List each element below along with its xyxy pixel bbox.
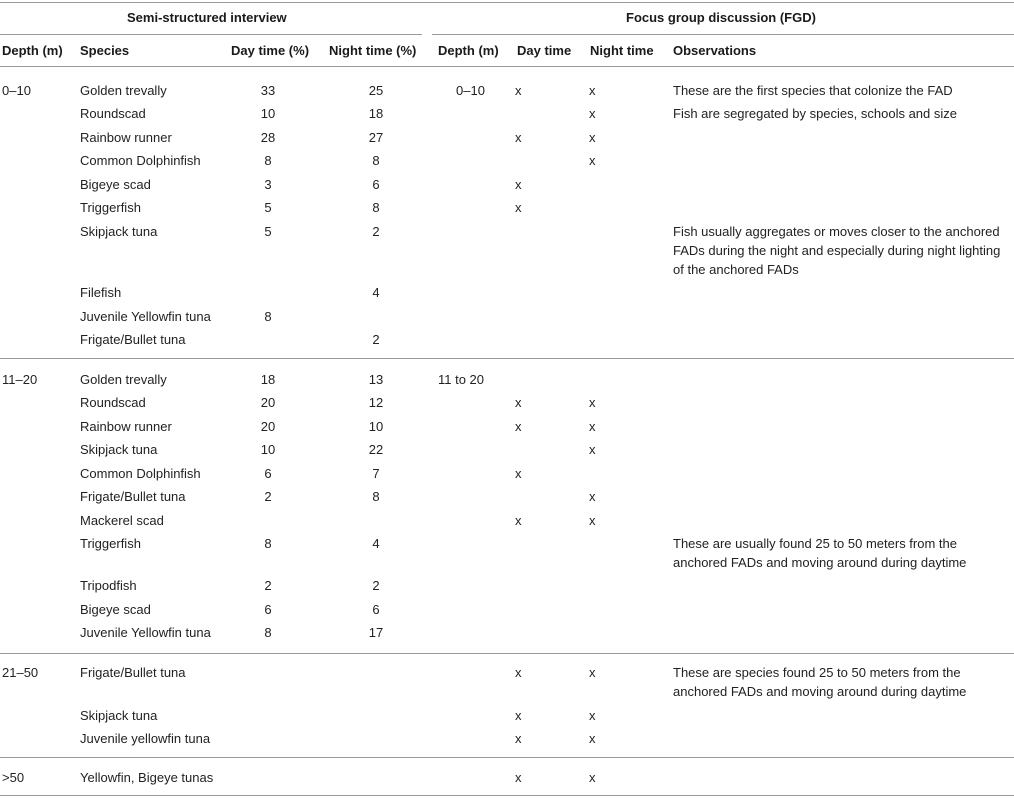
species-cell: Skipjack tuna: [80, 224, 158, 239]
rule-section-3: [0, 757, 1014, 758]
observation-cell: These are the first species that colonize the FAD: [673, 83, 953, 98]
species-cell: Skipjack tuna: [80, 708, 158, 723]
fgd-depth-cell: 0–10: [456, 83, 485, 98]
day-pct-cell: 33: [260, 83, 276, 98]
col-header-day-pct: Day time (%): [231, 43, 310, 58]
day-pct-cell: 3: [264, 177, 272, 192]
night-pct-cell: 27: [368, 130, 384, 145]
depth-cell: 11–20: [2, 372, 38, 387]
species-cell: Frigate/Bullet tuna: [80, 332, 186, 347]
rule-top: [0, 2, 1014, 3]
depth-cell: 21–50: [2, 665, 39, 680]
day-pct-cell: 20: [260, 419, 276, 434]
species-cell: Bigeye scad: [80, 602, 151, 617]
night-pct-cell: 2: [372, 224, 380, 239]
fgd-night-cell: x: [589, 395, 596, 410]
group-header-interview: Semi-structured interview: [127, 10, 287, 25]
fgd-night-cell: x: [589, 106, 596, 121]
day-pct-cell: 8: [264, 536, 272, 551]
day-pct-cell: 8: [264, 625, 272, 640]
night-pct-cell: 7: [372, 466, 380, 481]
rule-group-left: [0, 34, 422, 35]
species-cell: Common Dolphinfish: [80, 153, 201, 168]
night-pct-cell: 8: [372, 489, 380, 504]
fgd-day-cell: x: [515, 200, 522, 215]
day-pct-cell: 8: [264, 153, 272, 168]
fgd-day-cell: x: [515, 177, 522, 192]
day-pct-cell: 10: [260, 442, 276, 457]
fgd-night-cell: x: [589, 83, 596, 98]
fgd-day-cell: x: [515, 708, 522, 723]
fgd-night-cell: x: [589, 708, 596, 723]
night-pct-cell: 8: [372, 153, 380, 168]
rule-section-1: [0, 358, 1014, 359]
night-pct-cell: 6: [372, 177, 380, 192]
fgd-day-cell: x: [515, 130, 522, 145]
species-cell: Frigate/Bullet tuna: [80, 489, 186, 504]
night-pct-cell: 6: [372, 602, 380, 617]
species-cell: Tripodfish: [80, 578, 137, 593]
rule-bottom: [0, 795, 1014, 796]
rule-group-right: [432, 34, 1014, 35]
day-pct-cell: 6: [264, 602, 272, 617]
day-pct-cell: 2: [264, 578, 272, 593]
day-pct-cell: 28: [260, 130, 276, 145]
col-header-fgd-depth: Depth (m): [438, 43, 499, 58]
species-cell: Filefish: [80, 285, 122, 300]
species-cell: Golden trevally: [80, 83, 167, 98]
fgd-day-cell: x: [515, 665, 522, 680]
day-pct-cell: 10: [260, 106, 276, 121]
night-pct-cell: 25: [368, 83, 384, 98]
fgd-day-cell: x: [515, 395, 522, 410]
species-cell: Golden trevally: [80, 372, 167, 387]
observation-cell: Fish usually aggregates or moves closer to the anchored FADs during the night and especially during night lighting of the anchored FADs: [673, 224, 1001, 277]
group-header-fgd: Focus group discussion (FGD): [626, 10, 816, 25]
day-pct-cell: 18: [260, 372, 276, 387]
species-cell: Rainbow runner: [80, 419, 172, 434]
fgd-night-cell: x: [589, 419, 596, 434]
fgd-night-cell: x: [589, 770, 596, 785]
day-pct-cell: 5: [264, 200, 272, 215]
depth-cell: 0–10: [2, 83, 31, 98]
fgd-day-cell: x: [515, 466, 522, 481]
fgd-night-cell: x: [589, 442, 596, 457]
fgd-night-cell: x: [589, 153, 596, 168]
day-pct-cell: 20: [260, 395, 276, 410]
night-pct-cell: 8: [372, 200, 380, 215]
night-pct-cell: 22: [368, 442, 384, 457]
day-pct-cell: 2: [264, 489, 272, 504]
species-cell: Roundscad: [80, 106, 146, 121]
night-pct-cell: 4: [372, 285, 380, 300]
species-cell: Juvenile Yellowfin tuna: [80, 309, 211, 324]
species-cell: Juvenile yellowfin tuna: [80, 731, 211, 746]
night-pct-cell: 17: [368, 625, 384, 640]
species-cell: Juvenile Yellowfin tuna: [80, 625, 211, 640]
fgd-depth-cell: 11 to 20: [438, 372, 485, 387]
species-cell: Bigeye scad: [80, 177, 151, 192]
species-cell: Skipjack tuna: [80, 442, 158, 457]
species-cell: Roundscad: [80, 395, 146, 410]
night-pct-cell: 2: [372, 578, 380, 593]
fgd-day-cell: x: [515, 83, 522, 98]
fgd-day-cell: x: [515, 770, 522, 785]
day-pct-cell: 6: [264, 466, 272, 481]
fgd-night-cell: x: [589, 731, 596, 746]
night-pct-cell: 18: [368, 106, 384, 121]
col-header-fgd-day: Day time: [517, 43, 572, 58]
depth-cell: >50: [2, 770, 25, 785]
observation-cell: These are species found 25 to 50 meters from the anchored FADs and moving around during daytime: [673, 665, 967, 699]
species-cell: Rainbow runner: [80, 130, 172, 145]
fgd-night-cell: x: [589, 130, 596, 145]
fgd-day-cell: x: [515, 731, 522, 746]
observation-cell: Fish are segregated by species, schools and size: [673, 106, 957, 121]
col-header-fgd-night: Night time: [590, 43, 654, 58]
night-pct-cell: 12: [368, 395, 384, 410]
col-header-species: Species: [80, 43, 130, 58]
species-cell: Yellowfin, Bigeye tunas: [80, 770, 214, 785]
day-pct-cell: 8: [264, 309, 272, 324]
col-header-night-pct: Night time (%): [329, 43, 417, 58]
species-cell: Mackerel scad: [80, 513, 164, 528]
observation-cell: These are usually found 25 to 50 meters from the anchored FADs and moving around during daytime: [673, 536, 967, 570]
col-header-observations: Observations: [673, 43, 757, 58]
day-pct-cell: 5: [264, 224, 272, 239]
species-cell: Common Dolphinfish: [80, 466, 201, 481]
species-cell: Triggerfish: [80, 536, 141, 551]
species-cell: Frigate/Bullet tuna: [80, 665, 186, 680]
species-cell: Triggerfish: [80, 200, 141, 215]
fgd-night-cell: x: [589, 489, 596, 504]
night-pct-cell: 2: [372, 332, 380, 347]
col-header-depth: Depth (m): [2, 43, 63, 58]
fgd-night-cell: x: [589, 665, 596, 680]
night-pct-cell: 13: [368, 372, 384, 387]
fgd-night-cell: x: [589, 513, 596, 528]
fgd-day-cell: x: [515, 513, 522, 528]
night-pct-cell: 4: [372, 536, 380, 551]
fgd-day-cell: x: [515, 419, 522, 434]
rule-section-2: [0, 653, 1014, 654]
night-pct-cell: 10: [368, 419, 384, 434]
rule-header-bottom: [0, 66, 1014, 67]
